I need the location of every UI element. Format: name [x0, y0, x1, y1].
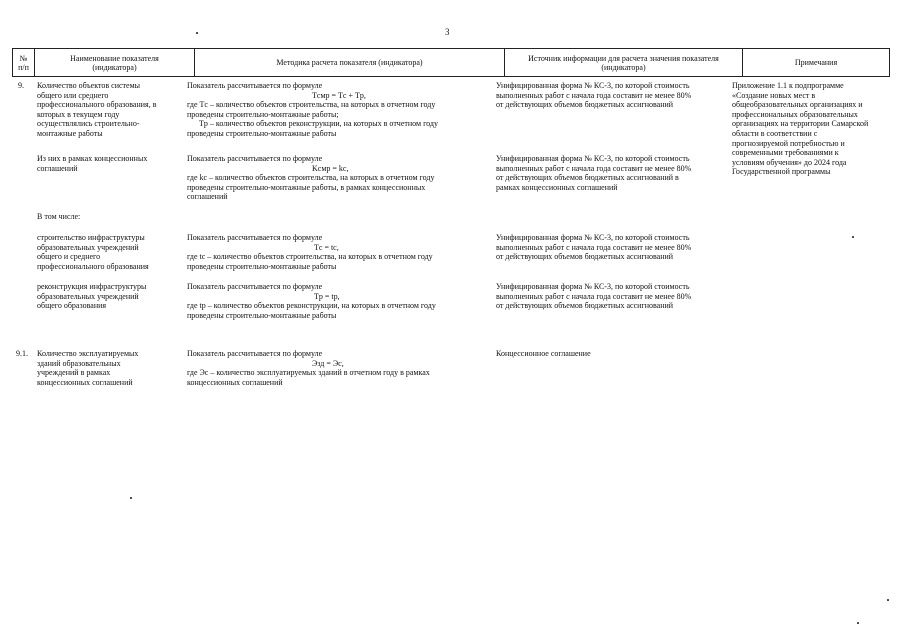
scan-speck — [196, 32, 198, 34]
row-9-construction-method-text: где tс – количество объектов строительства, на которых в отчетном году проведены строительно-монтажные работы — [187, 252, 433, 271]
row-9-concession-method-text: где kс – количество объектов строительства, на которых в отчетном году проведены строительно-монтажные работы, в рамках концессионных соглашений — [187, 173, 435, 202]
row-9-reconstruction-method-intro: Показатель рассчитывается по формуле — [187, 282, 323, 291]
row-9-concession-method-intro: Показатель рассчитывается по формуле — [187, 154, 323, 163]
row-9-1-num: 9.1. — [16, 349, 28, 358]
header-name: Наименование показателя (индикатора) — [35, 49, 195, 76]
row-9-1-source: Концессионное соглашение — [496, 349, 591, 358]
row-9-construction-name: строительство инфраструктуры образовательных учреждений общего и среднего профессионального образования — [37, 233, 149, 271]
row-9-reconstruction-source: Унифицированная форма № КС-3, по которой стоимость выполненных работ с начала года составит не менее 80% от действующих объемов бюджетных ассигнований — [496, 282, 692, 311]
row-9-formula: Tсмр = Tс + Tр, — [312, 90, 366, 100]
row-9-name: Количество объектов системы общего или среднего профессионального образования, в которых в текущем году осуществлялись строительно- монтажные работы — [37, 81, 157, 138]
scan-speck — [887, 599, 889, 601]
row-9-method-text: где Tс – количество объектов строительства, на которых в отчетном году проведены строительно-монтажные работы; Tр – количество объектов реконструкции, на которых в отчетном году проведены строительно-монтажные работы — [187, 100, 438, 138]
row-9-reconstruction-name: реконструкция инфраструктуры образовательных учреждений общего образования — [37, 282, 147, 311]
row-9-construction-method-intro: Показатель рассчитывается по формуле — [187, 233, 323, 242]
header-num: № п/п — [13, 49, 35, 76]
row-9-method-intro: Показатель рассчитывается по формуле — [187, 81, 323, 90]
row-9-concession-formula: Kсмр = kс, — [312, 163, 349, 173]
scan-speck — [130, 497, 132, 499]
row-9-1-method-text: где Эс – количество эксплуатируемых зданий в отчетном году в рамках концессионных соглашений — [187, 368, 430, 387]
row-9-concession-source: Унифицированная форма № КС-3, по которой стоимость выполненных работ с начала года составит не менее 80% от действующих объемов бюджетных ассигнований в рамках концессионных соглашений — [496, 154, 692, 192]
row-9-construction-source: Унифицированная форма № КС-3, по которой стоимость выполненных работ с начала года составит не менее 80% от действующих объемов бюджетных ассигнований — [496, 233, 692, 262]
row-9-source: Унифицированная форма № КС-3, по которой стоимость выполненных работ с начала года составит не менее 80% от действующих объемов бюджетных ассигнований — [496, 81, 692, 110]
including-label: В том числе: — [37, 212, 81, 221]
row-9-reconstruction-formula: Tр = tр, — [314, 291, 340, 301]
row-9-concession-name: Из них в рамках концессионных соглашений — [37, 154, 148, 173]
row-9-1-name: Количество эксплуатируемых зданий образовательных учреждений в рамках концессионных соглашений — [37, 349, 139, 387]
page-number: 3 — [445, 27, 450, 37]
row-9-notes: Приложение 1.1 к подпрограмме «Создание новых мест в общеобразовательных организациях и профессиональных образовательных организациях на территории Самарской области в соответствии с прогнозируемой потребностью и современными требованиями к условиям обучения» до 2024 года Государственной программы — [732, 81, 869, 177]
header-method: Методика расчета показателя (индикатора) — [195, 49, 505, 76]
scan-speck — [852, 236, 854, 238]
header-notes: Примечания — [794, 58, 838, 67]
row-9-num: 9. — [18, 81, 24, 90]
row-9-construction-formula: Tс = tс, — [314, 242, 339, 252]
row-9-1-method-intro: Показатель рассчитывается по формуле — [187, 349, 323, 358]
header-source: Источник информации для расчета значения показателя (индикатора) — [505, 49, 743, 76]
row-9-reconstruction-method-text: где tр – количество объектов реконструкции, на которых в отчетном году проведены строительно-монтажные работы — [187, 301, 436, 320]
scan-speck — [857, 622, 859, 624]
table-header — [12, 48, 890, 77]
row-9-1-formula: Эзд = Эс, — [312, 358, 344, 368]
